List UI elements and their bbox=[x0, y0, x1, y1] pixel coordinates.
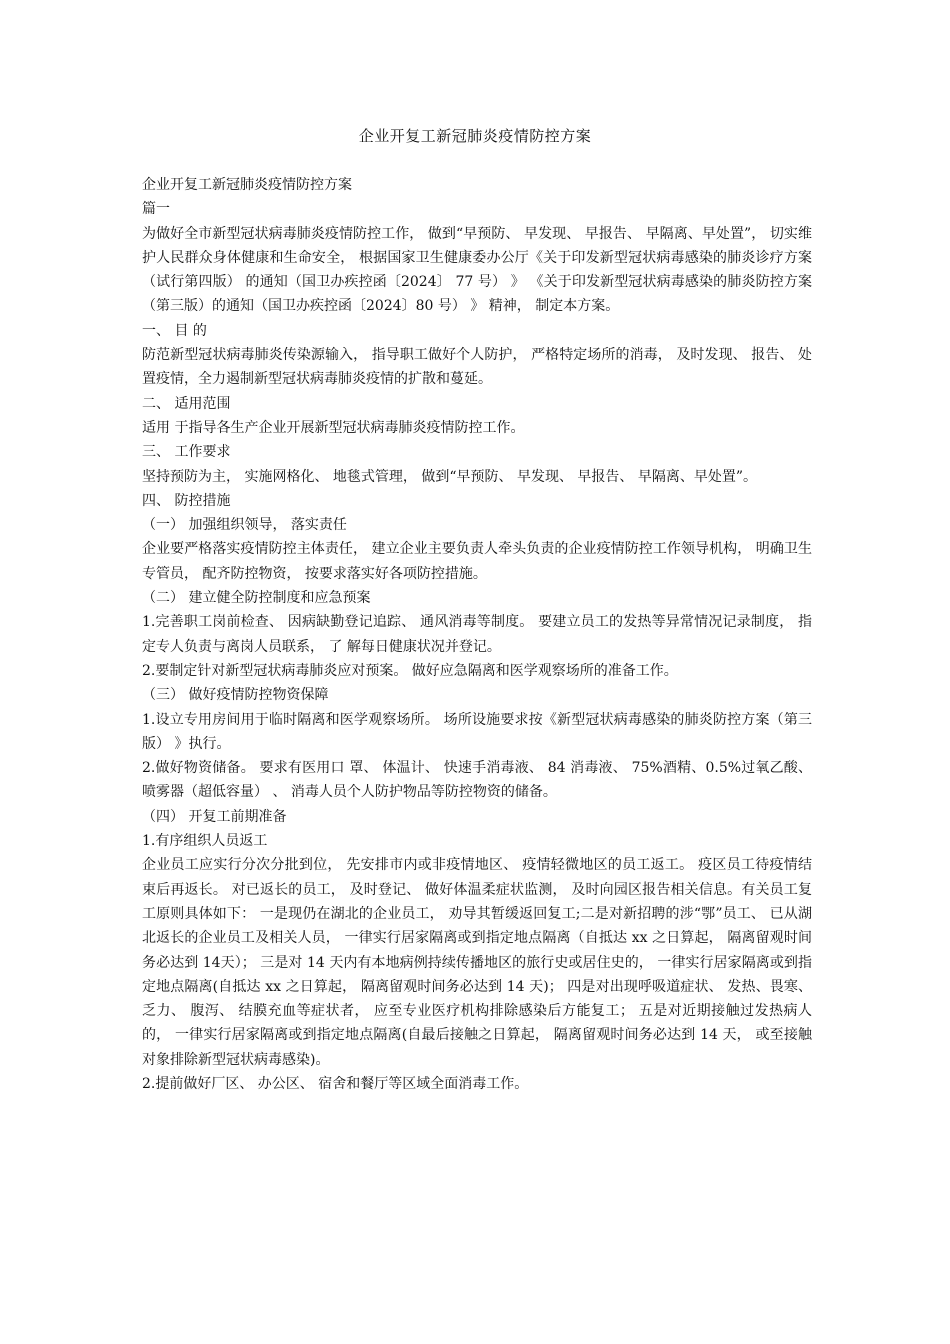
measure-heading-organization: （一） 加强组织领导， 落实责任 bbox=[142, 517, 347, 534]
section-text-purpose: 防范新型冠状病毒肺炎传染源输入， 指导职工做好个人防护， 严格特定场所的消毒， 及时发现、 报告、 处置疫情，全力遏制新型冠状病毒肺炎疫情的扩散和蔓延。 bbox=[142, 347, 812, 388]
preparation-item-1-heading: 1.有序组织人员返工 bbox=[142, 833, 268, 850]
section-text-requirements: 坚持预防为主， 实施网格化、 地毯式管理， 做到“早预防、 早发现、 早报告、 早隔离、早处置”。 bbox=[142, 468, 758, 485]
measure-item-system-1: 1.完善职工岗前检查、 因病缺勤登记追踪、 通风消毒等制度。 要建立员工的发热等异常情况记录制度， 指定专人负责与离岗人员联系， 了 解每日健康状况并登记。 bbox=[142, 614, 812, 655]
section-text-scope: 适用 于指导各生产企业开展新型冠状病毒肺炎疫情防控工作。 bbox=[142, 419, 525, 436]
document-title: 企业开复工新冠肺炎疫情防控方案 bbox=[358, 127, 592, 145]
section-heading-measures: 四、 防控措施 bbox=[142, 492, 231, 509]
measure-item-supplies-2: 2.做好物资储备。 要求有医用口 罩、 体温计、 快速手消毒液、 84 消毒液、 75%酒精、0.5%过氧乙酸、 喷雾器（超低容量） 、 消毒人员个人防护物品等防控物资的储备。 bbox=[142, 760, 812, 801]
preparation-item-1-text: 企业员工应实行分次分批到位， 先安排市内或非疫情地区、 疫情轻微地区的员工返工。 疫区员工待疫情结束后再返长。 对已返长的员工， 及时登记、 做好体温柔症状监测， 及时向园区报告相关信息。有关员工复工原则具体如下： 一是现仍在湖北的企业员工， 劝导其暂缓返回复工;二是对新招聘的涉“鄂”员工、 已从湖北返长的企业员工及相关人员， 一律实行居家隔离或到指定地点隔离（自抵达 xx 之日算起， 隔离留观时间务必达到 14天）； 三是对 14 天内有本地病例持续传播地区的旅行史或居住史的， 一律实行居家隔离或到指定地点隔离(自抵达 xx 之日算起， 隔离留观时间务必达到 14 天)； 四是对出现呼吸道症状、 发热、畏寒、 乏力、 腹泻、 结膜充血等症状者， 应至专业医疗机构排除感染后方能复工； 五是对近期接触过发热病人的， 一律实行居家隔离或到指定地点隔离(自最后接触之日算起， 隔离留观时间务必达到 14 天， 或至接触对象排除新型冠状病毒感染)。 bbox=[142, 857, 812, 1068]
part-label: 篇一 bbox=[142, 201, 170, 218]
preparation-item-2: 2.提前做好厂区、 办公区、 宿舍和餐厅等区域全面消毒工作。 bbox=[142, 1075, 529, 1092]
section-heading-purpose: 一、 目 的 bbox=[142, 322, 207, 339]
intro-paragraph: 为做好全市新型冠状病毒肺炎疫情防控工作， 做到“早预防、 早发现、 早报告、 早隔离、早处置”， 切实维护人民群众身体健康和生命安全， 根据国家卫生健康委办公厅《关于印发新型冠状病毒感染的肺炎诊疗方案（试行第四版） 的通知（国卫办疾控函〔2024〕 77 号） 》 《关于印发新型冠状病毒感染的肺炎防控方案（第三版）的通知（国卫办疾控函〔2024〕80 号） 》 精神， 制定本方案。 bbox=[142, 225, 812, 315]
section-heading-requirements: 三、 工作要求 bbox=[142, 444, 231, 461]
section-heading-scope: 二、 适用范围 bbox=[142, 395, 231, 412]
measure-item-supplies-1: 1.设立专用房间用于临时隔离和医学观察场所。 场所设施要求按《新型冠状病毒感染的肺炎防控方案（第三版） 》执行。 bbox=[142, 711, 812, 752]
measure-text-organization: 企业要严格落实疫情防控主体责任， 建立企业主要负责人牵头负责的企业疫情防控工作领导机构， 明确卫生专管员， 配齐防控物资， 按要求落实好各项防控措施。 bbox=[142, 541, 812, 582]
measure-heading-system: （二） 建立健全防控制度和应急预案 bbox=[142, 590, 371, 607]
measure-heading-supplies: （三） 做好疫情防控物资保障 bbox=[142, 687, 329, 704]
document-body bbox=[142, 173, 812, 1096]
document-subtitle: 企业开复工新冠肺炎疫情防控方案 bbox=[142, 177, 352, 193]
measure-item-system-2: 2.要制定针对新型冠状病毒肺炎应对预案。 做好应急隔离和医学观察场所的准备工作。 bbox=[142, 662, 678, 679]
measure-heading-preparation: （四） 开复工前期准备 bbox=[142, 808, 287, 825]
